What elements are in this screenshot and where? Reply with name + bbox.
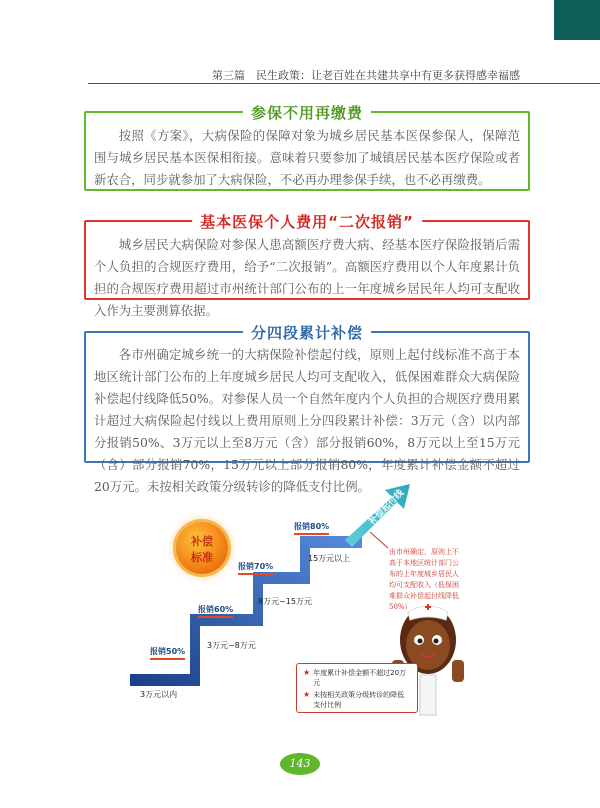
step-label: 报销50% [150,646,185,660]
note-text: 年度累计补偿金额不超过20万元 [313,669,407,687]
section-title: 基本医保个人费用“二次报销” [192,211,422,232]
step-label: 报销60% [198,604,233,618]
star-icon: ★ [303,668,311,677]
chapter-header: 第三篇 民生政策：让老百姓在共建共享中有更多获得感幸福感 [212,69,520,82]
section-text: 各市州确定城乡统一的大病保险补偿起付线，原则上起付线标准不高于本地区统计部门公布的上年度城乡居民人均可支配收入，低保困难群众大病保险补偿起付线降低50%。对参保人员一个自然年度内个人负担的合规医疗费用累计超过大病保险起付线以上费用原则上分四段累计补偿：3万元（含）以内部分报销50%、3万元以上至8万元（含）部分报销60%，8万元以上至15万元（含）部分报销70%，15万元以上部分报销80%，年度累计补偿金额不超过20万元。未按相关政策分级转诊的降低支付比例。 [94,347,520,494]
staircase-ribbon [130,520,362,686]
badge-text: 标准 [191,551,213,564]
note-text: 未按相关政策分级转诊的降低支付比例 [313,691,405,709]
section-title: 参保不用再缴费 [243,102,371,123]
step-label: 报销80% [294,521,329,535]
badge-text: 补偿 [191,535,213,548]
section-text: 按照《方案》，大病保险的保障对象为城乡居民基本医保参保人，保障范围与城乡居民基本医保相衔接。意味着只要参加了城镇居民基本医疗保险或者新农合，同步就参加了大病保险，不必再办理参保手续，也不必再缴费。 [94,128,520,187]
section-text: 城乡居民大病保险对参保人患高额医疗费大病、经基本医疗保险报销后需个人负担的合规医疗费用，给予“二次报销”。高额医疗费用以个人年度累计负担的合规医疗费用超过市州统计部门公布的上一年度城乡居民年人均可支配收入作为主要测算依据。 [94,237,520,318]
step-range: 8万元~15万元 [258,597,312,606]
threshold-callout: 由市州确定，原则上不高于本地区统计部门公布的上年度城乡居民人均可支配收入（低保困难群众补偿起付线降低50%） [389,548,459,611]
step-range: 3万元以内 [140,690,178,699]
notes-scroll [296,663,418,713]
compensation-standard-badge [176,522,228,574]
section-title: 分四段累计补偿 [243,322,371,343]
star-icon: ★ [303,690,311,699]
arrow-label: 补偿起付线 [367,488,407,528]
callout-connector [370,532,388,548]
page-number: 143 [280,753,320,775]
step-range: 15万元以上 [308,554,351,563]
step-range: 3万元~8万元 [207,641,256,650]
step-label: 报销70% [238,561,273,575]
note-item [303,690,411,710]
note-item [303,668,411,688]
